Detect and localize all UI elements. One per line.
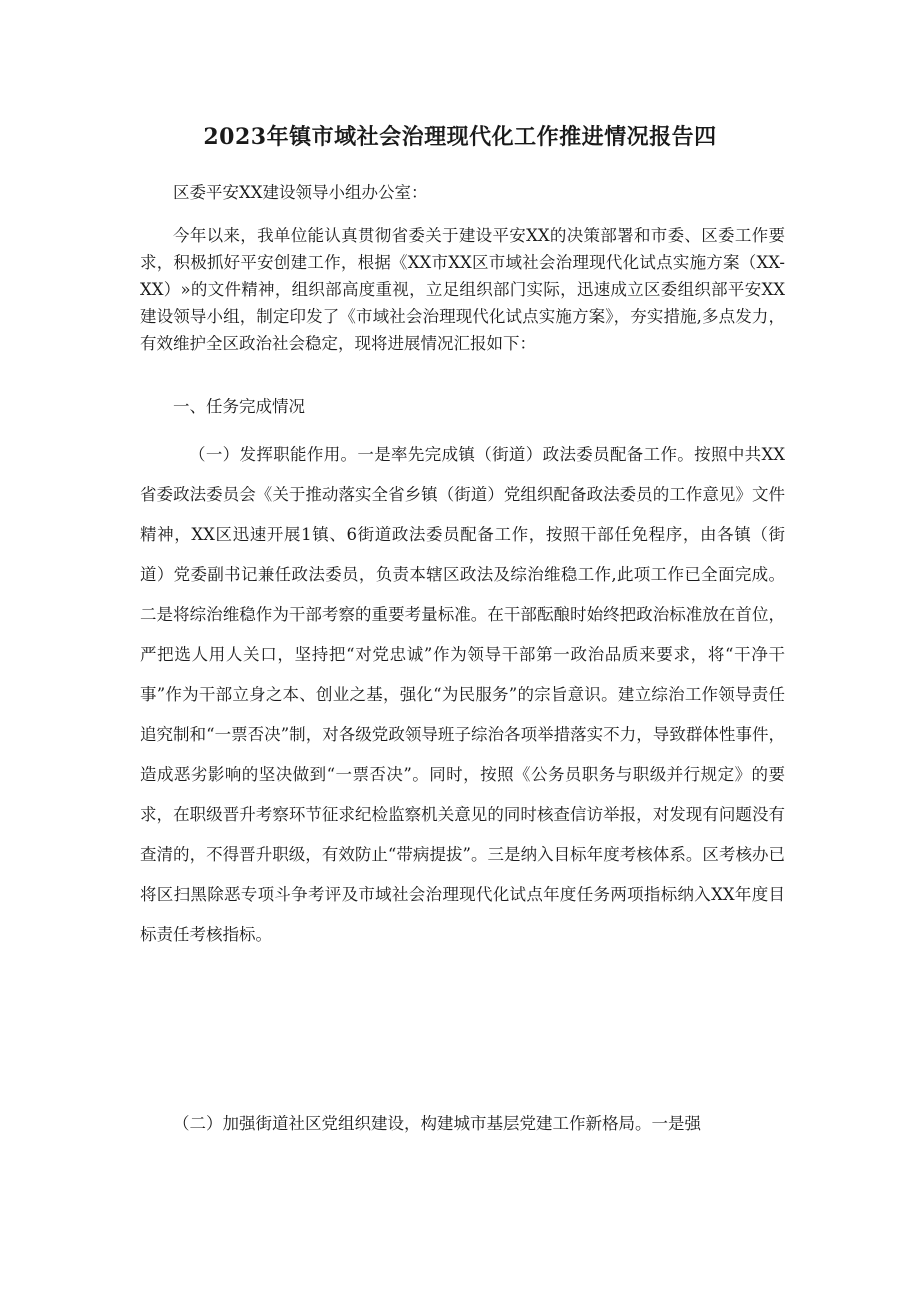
salutation: 区委平安XX建设领导小组办公室： (173, 183, 428, 202)
document-title: 2023年镇市域社会治理现代化工作推进情况报告四 (203, 124, 717, 150)
section-heading-task-completion: 一、任务完成情况 (173, 397, 305, 416)
paragraph-functional-role: （一）发挥职能作用。一是率先完成镇（街道）政法委员配备工作。按照中共XX省委政法委员会《关于推动落实全省乡镇（街道）党组织配备政法委员的工作意见》文件精神，XX区迅速开展1镇、6街道政法委员配备工作，按照干部任免程序，由各镇（街道）党委副书记兼任政法委员，负责本辖区政法及综治维稳工作,此项工作已全面完成。二是将综治维稳作为干部考察的重要考量标准。在干部酝酿时始终把政治标准放在首位，严把选人用人关口，坚持把“对党忠诚”作为领导干部第一政治品质来要求，将“干净干事”作为干部立身之本、创业之基，强化“为民服务”的宗旨意识。建立综治工作领导责任追究制和“一票否决”制，对各级党政领导班子综治各项举措落实不力，导致群体性事件，造成恶劣影响的坚决做到“一票否决”。同时，按照《公务员职务与职级并行规定》的要求，在职级晋升考察环节征求纪检监察机关意见的同时核查信访举报，对发现有问题没有查清的，不得晋升职级，有效防止“带病提拔”。三是纳入目标年度考核体系。区考核办已将区扫黑除恶专项斗争考评及市域社会治理现代化试点年度任务两项指标纳入XX年度目标责任考核指标。 (140, 445, 785, 944)
paragraph-intro: 今年以来，我单位能认真贯彻省委关于建设平安XX的决策部署和市委、区委工作要求，积极抓好平安创建工作，根据《XX市XX区市域社会治理现代化试点实施方案（XX-XX）»的文件精神，组织部高度重视，立足组织部门实际，迅速成立区委组织部平安XX建设领导小组，制定印发了《市域社会治理现代化试点实施方案》，夯实措施,多点发力，有效维护全区政治社会稳定，现将进展情况汇报如下： (140, 226, 785, 353)
paragraph-community-party-building: （二）加强街道社区党组织建设，构建城市基层党建工作新格局。一是强 (173, 1114, 701, 1133)
